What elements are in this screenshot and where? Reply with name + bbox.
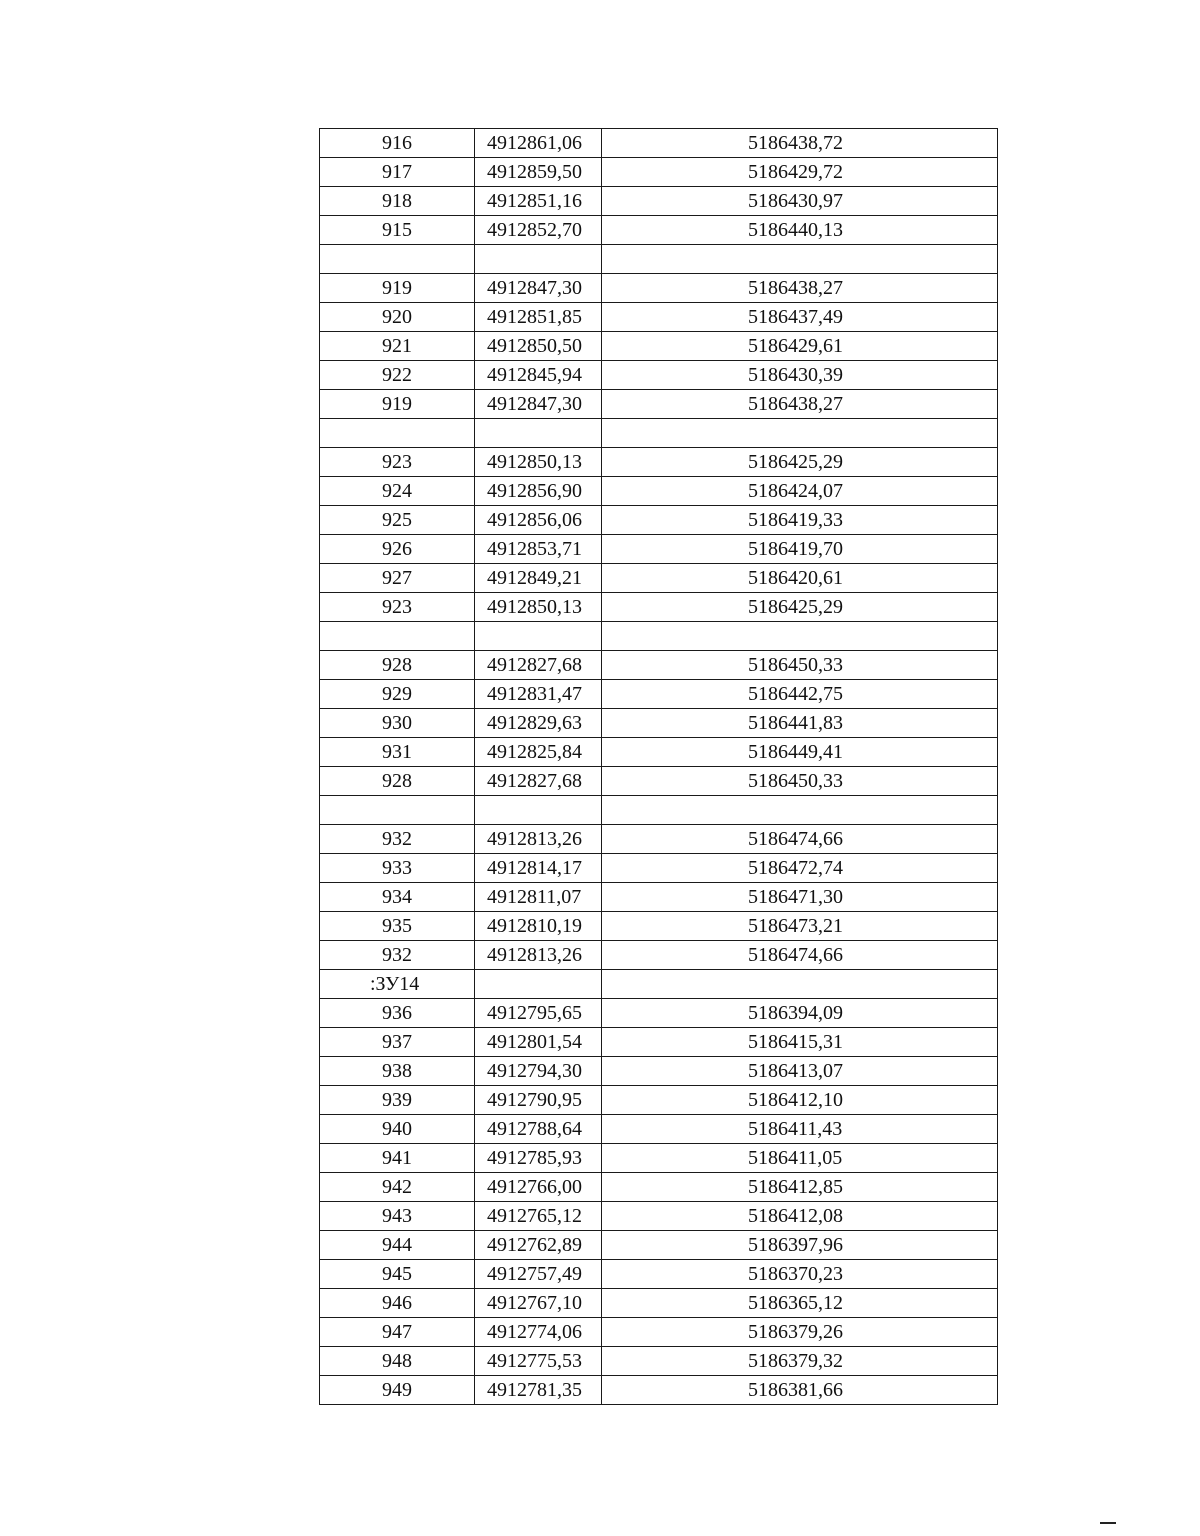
point-number-cell: 936 xyxy=(320,999,475,1028)
table-row xyxy=(320,883,998,912)
point-number-cell: 941 xyxy=(320,1144,475,1173)
y-coordinate-cell: 5186425,29 xyxy=(602,448,998,477)
y-coordinate-cell: 5186450,33 xyxy=(602,651,998,680)
table-row xyxy=(320,941,998,970)
table-row xyxy=(320,506,998,535)
y-coordinate-cell: 5186441,83 xyxy=(602,709,998,738)
point-number-cell: 924 xyxy=(320,477,475,506)
point-number-cell: 928 xyxy=(320,767,475,796)
table-row xyxy=(320,274,998,303)
point-number-cell: 923 xyxy=(320,593,475,622)
y-coordinate-cell: 5186438,27 xyxy=(602,274,998,303)
table-row xyxy=(320,158,998,187)
point-number-cell: 934 xyxy=(320,883,475,912)
x-coordinate-cell: 4912856,90 xyxy=(475,477,602,506)
point-number-cell: 925 xyxy=(320,506,475,535)
y-coordinate-cell: 5186437,49 xyxy=(602,303,998,332)
table-row xyxy=(320,535,998,564)
table-row xyxy=(320,1347,998,1376)
empty-cell xyxy=(475,419,602,448)
y-coordinate-cell: 5186365,12 xyxy=(602,1289,998,1318)
x-coordinate-cell: 4912790,95 xyxy=(475,1086,602,1115)
table-row xyxy=(320,825,998,854)
point-number-cell: 930 xyxy=(320,709,475,738)
table-row xyxy=(320,390,998,419)
point-number-cell: 947 xyxy=(320,1318,475,1347)
x-coordinate-cell: 4912852,70 xyxy=(475,216,602,245)
point-number-cell: 948 xyxy=(320,1347,475,1376)
table-row xyxy=(320,564,998,593)
x-coordinate-cell: 4912813,26 xyxy=(475,941,602,970)
coordinate-table-body xyxy=(320,129,998,1405)
y-coordinate-cell: 5186370,23 xyxy=(602,1260,998,1289)
table-row xyxy=(320,854,998,883)
x-coordinate-cell: 4912788,64 xyxy=(475,1115,602,1144)
point-number-cell: 918 xyxy=(320,187,475,216)
page-corner-mark xyxy=(1100,1522,1116,1524)
point-number-cell: 932 xyxy=(320,941,475,970)
point-number-cell: 919 xyxy=(320,390,475,419)
point-number-cell: 919 xyxy=(320,274,475,303)
y-coordinate-cell: 5186429,72 xyxy=(602,158,998,187)
y-coordinate-cell: 5186420,61 xyxy=(602,564,998,593)
empty-cell xyxy=(602,970,998,999)
point-number-cell: 945 xyxy=(320,1260,475,1289)
y-coordinate-cell: 5186412,08 xyxy=(602,1202,998,1231)
table-row xyxy=(320,1289,998,1318)
y-coordinate-cell: 5186397,96 xyxy=(602,1231,998,1260)
x-coordinate-cell: 4912766,00 xyxy=(475,1173,602,1202)
table-row xyxy=(320,303,998,332)
point-number-cell: 935 xyxy=(320,912,475,941)
point-number-cell: 929 xyxy=(320,680,475,709)
y-coordinate-cell: 5186472,74 xyxy=(602,854,998,883)
y-coordinate-cell: 5186438,72 xyxy=(602,129,998,158)
point-number-cell: 926 xyxy=(320,535,475,564)
point-number-cell: 922 xyxy=(320,361,475,390)
empty-cell xyxy=(475,796,602,825)
y-coordinate-cell: 5186413,07 xyxy=(602,1057,998,1086)
y-coordinate-cell: 5186411,43 xyxy=(602,1115,998,1144)
x-coordinate-cell: 4912851,16 xyxy=(475,187,602,216)
point-number-cell: 943 xyxy=(320,1202,475,1231)
table-row xyxy=(320,1260,998,1289)
table-row xyxy=(320,1086,998,1115)
x-coordinate-cell: 4912765,12 xyxy=(475,1202,602,1231)
x-coordinate-cell: 4912825,84 xyxy=(475,738,602,767)
table-row xyxy=(320,999,998,1028)
empty-cell xyxy=(475,245,602,274)
table-row xyxy=(320,1057,998,1086)
point-number-cell: 915 xyxy=(320,216,475,245)
point-number-cell: 942 xyxy=(320,1173,475,1202)
y-coordinate-cell: 5186381,66 xyxy=(602,1376,998,1405)
separator-row xyxy=(320,245,998,274)
x-coordinate-cell: 4912794,30 xyxy=(475,1057,602,1086)
empty-cell xyxy=(475,622,602,651)
x-coordinate-cell: 4912801,54 xyxy=(475,1028,602,1057)
x-coordinate-cell: 4912813,26 xyxy=(475,825,602,854)
y-coordinate-cell: 5186412,85 xyxy=(602,1173,998,1202)
empty-cell xyxy=(602,245,998,274)
table-row xyxy=(320,361,998,390)
point-number-cell: 928 xyxy=(320,651,475,680)
x-coordinate-cell: 4912781,35 xyxy=(475,1376,602,1405)
point-number-cell: 933 xyxy=(320,854,475,883)
point-number-cell: 944 xyxy=(320,1231,475,1260)
separator-row xyxy=(320,796,998,825)
x-coordinate-cell: 4912847,30 xyxy=(475,390,602,419)
x-coordinate-cell: 4912856,06 xyxy=(475,506,602,535)
x-coordinate-cell: 4912831,47 xyxy=(475,680,602,709)
y-coordinate-cell: 5186379,26 xyxy=(602,1318,998,1347)
point-number-cell: 940 xyxy=(320,1115,475,1144)
y-coordinate-cell: 5186442,75 xyxy=(602,680,998,709)
table-row xyxy=(320,738,998,767)
coordinate-table xyxy=(319,128,998,1405)
table-row xyxy=(320,767,998,796)
table-row xyxy=(320,680,998,709)
separator-row xyxy=(320,419,998,448)
y-coordinate-cell: 5186424,07 xyxy=(602,477,998,506)
y-coordinate-cell: 5186429,61 xyxy=(602,332,998,361)
point-number-cell: 932 xyxy=(320,825,475,854)
y-coordinate-cell: 5186473,21 xyxy=(602,912,998,941)
x-coordinate-cell: 4912775,53 xyxy=(475,1347,602,1376)
table-row xyxy=(320,448,998,477)
table-row xyxy=(320,187,998,216)
y-coordinate-cell: 5186474,66 xyxy=(602,825,998,854)
x-coordinate-cell: 4912785,93 xyxy=(475,1144,602,1173)
x-coordinate-cell: 4912829,63 xyxy=(475,709,602,738)
point-number-cell: 917 xyxy=(320,158,475,187)
y-coordinate-cell: 5186450,33 xyxy=(602,767,998,796)
y-coordinate-cell: 5186411,05 xyxy=(602,1144,998,1173)
table-row xyxy=(320,477,998,506)
empty-cell xyxy=(602,796,998,825)
x-coordinate-cell: 4912850,13 xyxy=(475,448,602,477)
point-number-cell: 937 xyxy=(320,1028,475,1057)
parcel-label-cell: :ЗУ14 xyxy=(320,970,475,999)
x-coordinate-cell: 4912845,94 xyxy=(475,361,602,390)
y-coordinate-cell: 5186419,33 xyxy=(602,506,998,535)
y-coordinate-cell: 5186440,13 xyxy=(602,216,998,245)
table-row xyxy=(320,651,998,680)
x-coordinate-cell: 4912814,17 xyxy=(475,854,602,883)
point-number-cell: 921 xyxy=(320,332,475,361)
y-coordinate-cell: 5186394,09 xyxy=(602,999,998,1028)
table-row xyxy=(320,1202,998,1231)
table-row xyxy=(320,1115,998,1144)
y-coordinate-cell: 5186474,66 xyxy=(602,941,998,970)
x-coordinate-cell: 4912849,21 xyxy=(475,564,602,593)
table-row xyxy=(320,1376,998,1405)
y-coordinate-cell: 5186379,32 xyxy=(602,1347,998,1376)
x-coordinate-cell: 4912767,10 xyxy=(475,1289,602,1318)
y-coordinate-cell: 5186412,10 xyxy=(602,1086,998,1115)
x-coordinate-cell: 4912853,71 xyxy=(475,535,602,564)
empty-cell xyxy=(320,419,475,448)
point-number-cell: 927 xyxy=(320,564,475,593)
point-number-cell: 939 xyxy=(320,1086,475,1115)
point-number-cell: 916 xyxy=(320,129,475,158)
x-coordinate-cell: 4912850,50 xyxy=(475,332,602,361)
table-row xyxy=(320,912,998,941)
y-coordinate-cell: 5186449,41 xyxy=(602,738,998,767)
table-row xyxy=(320,332,998,361)
table-row xyxy=(320,1173,998,1202)
y-coordinate-cell: 5186430,97 xyxy=(602,187,998,216)
table-row xyxy=(320,1028,998,1057)
y-coordinate-cell: 5186415,31 xyxy=(602,1028,998,1057)
x-coordinate-cell: 4912762,89 xyxy=(475,1231,602,1260)
x-coordinate-cell: 4912827,68 xyxy=(475,767,602,796)
x-coordinate-cell: 4912810,19 xyxy=(475,912,602,941)
x-coordinate-cell: 4912859,50 xyxy=(475,158,602,187)
empty-cell xyxy=(320,622,475,651)
table-row xyxy=(320,593,998,622)
y-coordinate-cell: 5186430,39 xyxy=(602,361,998,390)
x-coordinate-cell: 4912851,85 xyxy=(475,303,602,332)
y-coordinate-cell: 5186438,27 xyxy=(602,390,998,419)
empty-cell xyxy=(320,245,475,274)
x-coordinate-cell: 4912827,68 xyxy=(475,651,602,680)
point-number-cell: 923 xyxy=(320,448,475,477)
y-coordinate-cell: 5186419,70 xyxy=(602,535,998,564)
table-row xyxy=(320,1231,998,1260)
table-row xyxy=(320,1144,998,1173)
point-number-cell: 949 xyxy=(320,1376,475,1405)
empty-cell xyxy=(602,622,998,651)
y-coordinate-cell: 5186471,30 xyxy=(602,883,998,912)
x-coordinate-cell: 4912757,49 xyxy=(475,1260,602,1289)
parcel-label-row xyxy=(320,970,998,999)
x-coordinate-cell: 4912774,06 xyxy=(475,1318,602,1347)
empty-cell xyxy=(320,796,475,825)
x-coordinate-cell: 4912850,13 xyxy=(475,593,602,622)
empty-cell xyxy=(475,970,602,999)
point-number-cell: 920 xyxy=(320,303,475,332)
empty-cell xyxy=(602,419,998,448)
point-number-cell: 946 xyxy=(320,1289,475,1318)
x-coordinate-cell: 4912847,30 xyxy=(475,274,602,303)
table-row xyxy=(320,1318,998,1347)
point-number-cell: 931 xyxy=(320,738,475,767)
table-row xyxy=(320,709,998,738)
x-coordinate-cell: 4912861,06 xyxy=(475,129,602,158)
table-row xyxy=(320,129,998,158)
x-coordinate-cell: 4912811,07 xyxy=(475,883,602,912)
separator-row xyxy=(320,622,998,651)
point-number-cell: 938 xyxy=(320,1057,475,1086)
y-coordinate-cell: 5186425,29 xyxy=(602,593,998,622)
table-row xyxy=(320,216,998,245)
x-coordinate-cell: 4912795,65 xyxy=(475,999,602,1028)
